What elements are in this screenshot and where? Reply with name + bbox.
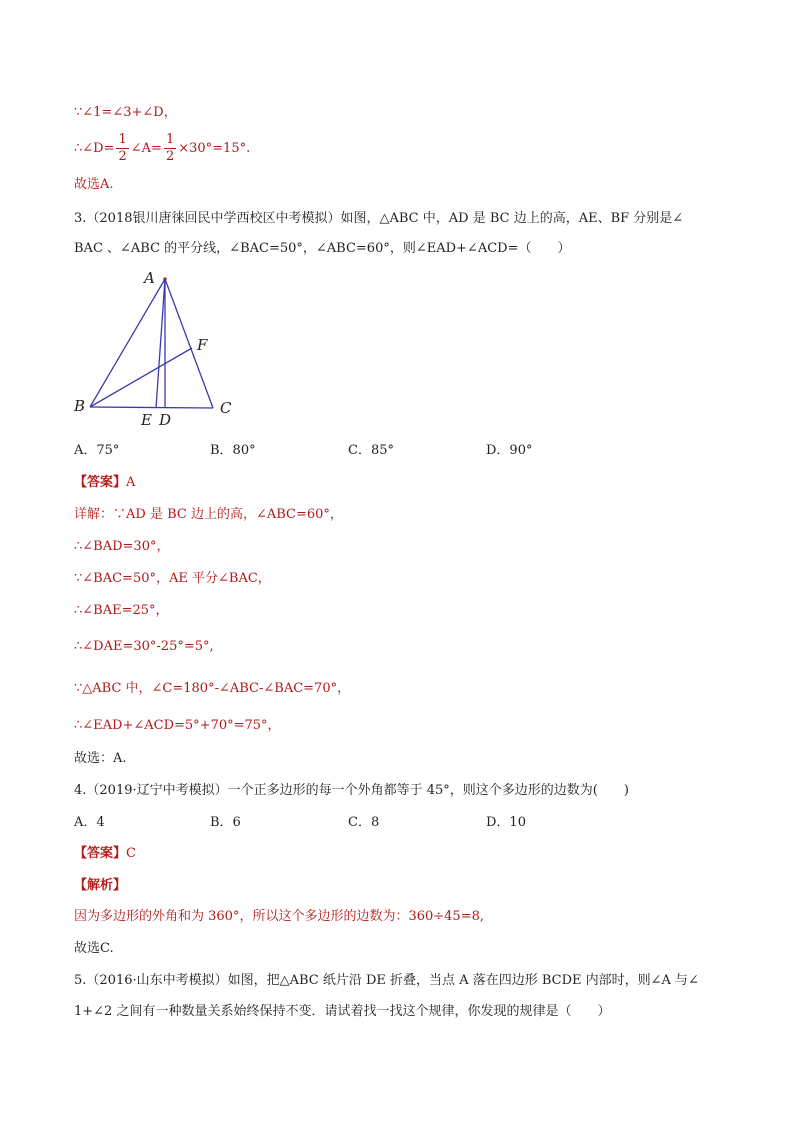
triangle-figure bbox=[60, 265, 260, 435]
solution-line: ∴∠BAD=30°， bbox=[74, 539, 170, 554]
label-a: A bbox=[144, 269, 155, 287]
side-bc bbox=[90, 407, 213, 408]
text-segment: ∠A= bbox=[130, 141, 162, 156]
answer-tag: 【答案】 bbox=[74, 475, 127, 490]
solution-conclusion: 故选：A. bbox=[74, 751, 127, 766]
solution-line: ∴∠EAD+∠ACD=5°+70°=75°， bbox=[74, 718, 281, 733]
answer-value: A bbox=[126, 475, 136, 490]
option-b: B．6 bbox=[210, 815, 241, 830]
option-c: C．85° bbox=[348, 443, 394, 458]
question-stem: 5.（2016·山东中考模拟）如图，把△ABC 纸片沿 DE 折叠，当点 A 落在四边形 BCDE 内部时，则∠A 与∠ bbox=[74, 973, 699, 988]
question-stem: BAC 、∠ABC 的平分线，∠BAC=50°，∠ABC=60°，则∠EAD+∠ACD=（ ） bbox=[74, 241, 571, 256]
answer-tag: 【答案】 bbox=[74, 846, 127, 861]
solution-line: ∵∠1=∠3+∠D， bbox=[74, 105, 177, 120]
point-a bbox=[163, 277, 166, 280]
analysis-line bbox=[74, 877, 126, 895]
option-d: D．90° bbox=[486, 443, 533, 458]
solution-line: ∴∠DAE=30°-25°=5°, bbox=[74, 639, 214, 654]
side-ab bbox=[90, 279, 165, 407]
solution-line-fraction bbox=[74, 132, 250, 165]
solution-line: ∴∠BAE=25°， bbox=[74, 603, 169, 618]
text-segment: ×30°=15°. bbox=[178, 141, 251, 156]
label-d: D bbox=[159, 411, 172, 429]
solution-line: ∵△ABC 中，∠C=180°-∠ABC-∠BAC=70°， bbox=[74, 681, 351, 696]
solution-line: 因为多边形的外角和为 360°，所以这个多边形的边数为：360÷45=8, bbox=[74, 909, 484, 924]
text-segment: ∴∠D= bbox=[74, 141, 115, 156]
fraction-numerator: 1 bbox=[165, 132, 175, 147]
question-stem: 3.（2018银川唐徕回民中学西校区中考模拟）如图，△ABC 中，AD 是 BC 边上的高，AE、BF 分别是∠ bbox=[74, 211, 684, 226]
label-b: B bbox=[74, 397, 86, 415]
solution-conclusion: 故选A. bbox=[74, 177, 114, 192]
option-a: A．4 bbox=[74, 815, 105, 830]
label-e: E bbox=[141, 411, 152, 429]
fraction bbox=[164, 132, 176, 165]
fraction-denominator: 2 bbox=[165, 149, 175, 164]
segment-bf bbox=[90, 348, 192, 407]
fraction bbox=[116, 132, 128, 165]
analysis-tag: 【解析】 bbox=[74, 878, 127, 893]
question-stem: 4.（2019·辽宁中考模拟）一个正多边形的每一个外角都等于 45°，则这个多边形的边数为( ) bbox=[74, 783, 629, 798]
answer-line bbox=[74, 474, 135, 492]
question-stem: 1+∠2 之间有一种数量关系始终保持不变．请试着找一找这个规律，你发现的规律是（ ） bbox=[74, 1004, 611, 1019]
label-c: C bbox=[220, 399, 232, 417]
segment-ae bbox=[156, 279, 165, 408]
option-c: C．8 bbox=[348, 815, 380, 830]
solution-line: 详解：∵AD 是 BC 边上的高，∠ABC=60°， bbox=[74, 507, 343, 522]
fraction-denominator: 2 bbox=[118, 149, 127, 164]
option-d: D．10 bbox=[486, 815, 526, 830]
answer-line bbox=[74, 845, 136, 863]
option-a: A．75° bbox=[74, 443, 120, 458]
answer-value: C bbox=[126, 846, 136, 861]
solution-line: ∵∠BAC=50°，AE 平分∠BAC， bbox=[74, 571, 271, 586]
solution-conclusion: 故选C. bbox=[74, 941, 114, 956]
label-f: F bbox=[197, 336, 208, 354]
option-b: B．80° bbox=[210, 443, 256, 458]
fraction-numerator: 1 bbox=[118, 132, 127, 147]
